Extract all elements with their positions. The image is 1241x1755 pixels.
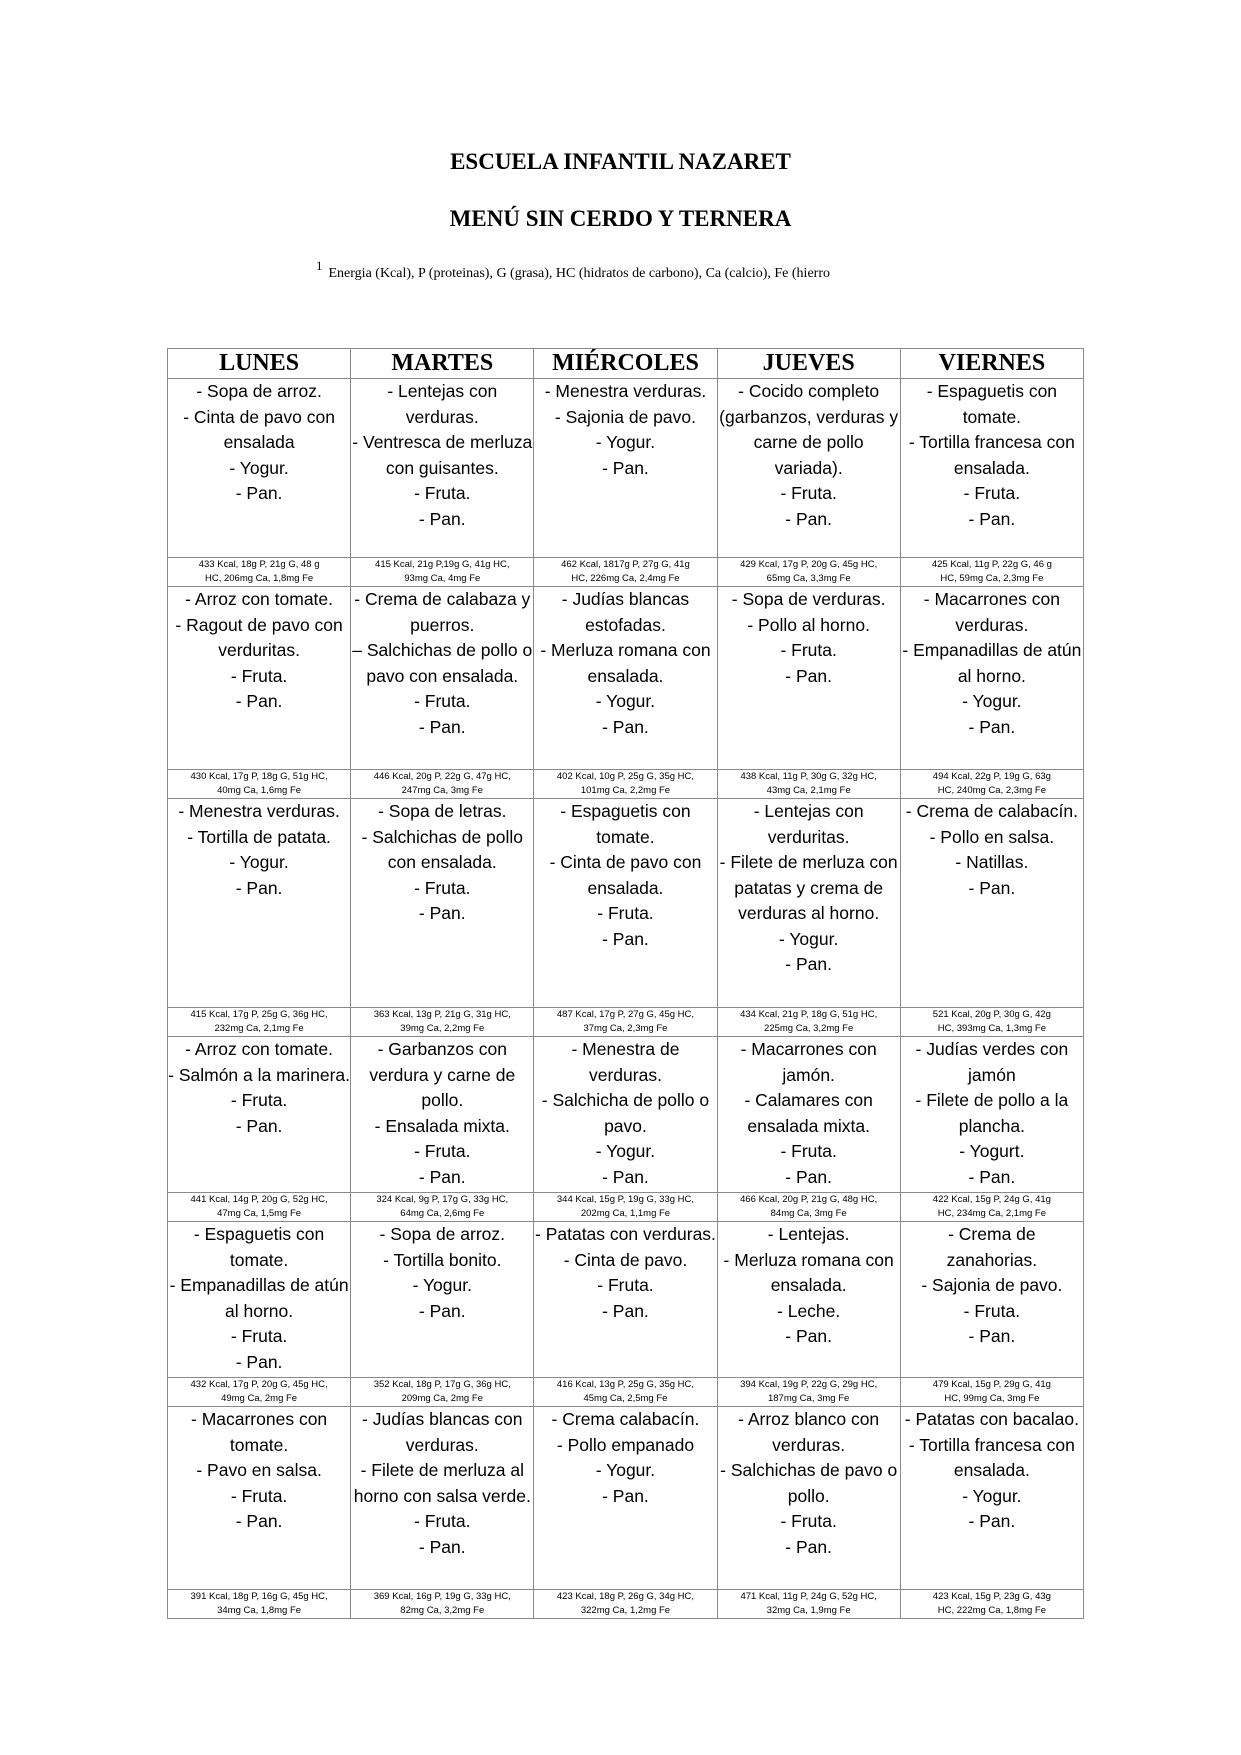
dish-item: - Salchichas de pollo con ensalada.: [361, 826, 524, 872]
dish-item: - Pan.: [418, 903, 466, 923]
dish-item: - Pan.: [968, 1326, 1016, 1346]
meal-cell: [351, 379, 534, 558]
dish-item: - Filete de merluza al horno con salsa verde.: [353, 1460, 531, 1506]
nutrition-line: 433 Kcal, 18g P, 21g G, 48 g: [198, 559, 320, 570]
dish-item: - Macarrones con tomate.: [191, 1409, 328, 1455]
nutrition-line: 43mg Ca, 2,1mg Fe: [766, 784, 851, 796]
nutrition-cell: [534, 558, 717, 587]
nutrition-line: 415 Kcal, 17g P, 25g G, 36g HC,: [190, 1009, 328, 1020]
nutrition-line: 402 Kcal, 10g P, 25g G, 35g HC,: [556, 771, 695, 782]
dish-item: - Fruta.: [230, 1326, 288, 1346]
dish-item: - Pan.: [602, 457, 649, 478]
dish-item: - Pan.: [785, 954, 832, 974]
meal-cell: [900, 587, 1083, 770]
dish-item: - Pan.: [785, 508, 832, 529]
nutrition-line: 416 Kcal, 13g P, 25g G, 35g HC,: [556, 1379, 695, 1390]
dish-item: - Fruta.: [780, 640, 837, 660]
meal-row: [168, 1037, 1084, 1193]
dish-item: - Patatas con bacalao.: [904, 1409, 1079, 1429]
meal-cell: [900, 799, 1083, 1008]
meal-cell: [351, 1407, 534, 1590]
day-header-miercoles: MIÉRCOLES: [534, 349, 717, 379]
nutrition-line: 65mg Ca, 3,3mg Fe: [766, 572, 851, 584]
nutrition-cell: [168, 1378, 351, 1407]
dish-item: - Pan.: [968, 716, 1016, 737]
dish-item: - Espaguetis con tomate.: [193, 1224, 325, 1270]
nutrition-cell: [534, 1193, 717, 1222]
dish-item: - Tortilla bonito.: [383, 1249, 502, 1270]
dish-item: - Menestra verduras.: [178, 801, 340, 821]
nutrition-line: 84mg Ca, 3mg Fe: [770, 1207, 847, 1219]
dish-item: - Fruta.: [414, 1511, 471, 1531]
dish-item: - Fruta.: [230, 665, 288, 686]
footnote-text: Energia (Kcal), P (proteinas), G (grasa), HC (hidratos de carbono), Ca (calcio), Fe (hierro: [328, 266, 830, 281]
day-header-jueves: JUEVES: [717, 349, 900, 379]
nutrition-cell: [168, 558, 351, 587]
nutrition-cell: [900, 558, 1083, 587]
day-header-martes: MARTES: [351, 349, 534, 379]
nutrition-line: HC, 59mg Ca, 2,3mg Fe: [940, 572, 1044, 584]
dish-item: - Cinta de pavo.: [563, 1249, 688, 1270]
nutrition-line: 322mg Ca, 1,2mg Fe: [580, 1604, 671, 1616]
meal-cell: [534, 799, 717, 1008]
meal-cell: [900, 1222, 1083, 1378]
nutrition-row: [168, 558, 1084, 587]
nutrition-line: 423 Kcal, 15g P, 23g G, 43g: [932, 1591, 1051, 1602]
nutrition-line: 82mg Ca, 3,2mg Fe: [400, 1604, 485, 1616]
menu-body: [168, 379, 1084, 1619]
dish-item: - Crema de zanahorias.: [946, 1224, 1038, 1270]
nutrition-line: HC, 234mg Ca, 2,1mg Fe: [937, 1207, 1046, 1219]
dish-item: - Pollo al horno.: [747, 614, 870, 635]
dish-item: - Pan.: [418, 1300, 466, 1321]
dish-item: - Natillas.: [955, 852, 1029, 872]
nutrition-cell: [168, 770, 351, 799]
dish-item: - Yogur.: [595, 691, 656, 711]
dish-item: - Espaguetis con tomate.: [926, 381, 1058, 427]
dish-item: - Merluza romana con ensalada.: [540, 640, 711, 686]
nutrition-cell: [900, 1590, 1083, 1619]
nutrition-line: 247mg Ca, 3mg Fe: [401, 784, 483, 796]
dish-item: - Yogurt.: [959, 1141, 1025, 1161]
menu-title: MENÚ SIN CERDO Y TERNERA: [449, 206, 792, 231]
dish-item: - Yogur.: [595, 1460, 656, 1480]
dish-item: - Filete de merluza con patatas y crema de verduras al horno.: [719, 852, 898, 923]
dish-item: - Fruta.: [780, 483, 837, 503]
dish-item: - Pan.: [785, 1536, 832, 1557]
dish-item: - Ventresca de merluza con guisantes.: [352, 432, 533, 478]
meal-row: [168, 587, 1084, 770]
dish-item: - Fruta.: [230, 1485, 288, 1506]
dish-item: - Pan.: [418, 508, 466, 529]
nutrition-line: 434 Kcal, 21g P, 18g G, 51g HC,: [740, 1009, 878, 1020]
nutrition-line: HC, 206mg Ca, 1,8mg Fe: [204, 572, 314, 584]
dish-item: - Yogur.: [229, 852, 289, 872]
dish-item: - Calamares con ensalada mixta.: [744, 1090, 873, 1136]
dish-item: - Menestra de verduras.: [571, 1039, 680, 1085]
dish-item: - Yogur.: [229, 457, 289, 478]
dish-item: - Salchichas de pavo o pollo.: [720, 1460, 898, 1506]
nutrition-line: 101mg Ca, 2,2mg Fe: [580, 784, 671, 796]
nutrition-cell: [717, 1008, 900, 1037]
dish-item: - Fruta.: [963, 483, 1021, 503]
nutrition-cell: [534, 1590, 717, 1619]
meal-cell: [717, 1222, 900, 1378]
dish-item: - Arroz blanco con verduras.: [738, 1409, 880, 1455]
nutrition-line: 32mg Ca, 1,9mg Fe: [766, 1604, 851, 1616]
meal-row: [168, 1407, 1084, 1590]
dish-item: - Fruta.: [414, 691, 471, 711]
nutrition-line: 344 Kcal, 15g P, 19g G, 33g HC,: [556, 1194, 695, 1205]
dish-item: - Pan.: [602, 716, 649, 737]
nutrition-cell: [900, 1008, 1083, 1037]
dish-item: - Fruta.: [230, 1090, 288, 1110]
nutrition-line: HC, 226mg Ca, 2,4mg Fe: [571, 572, 680, 584]
nutrition-row: [168, 1008, 1084, 1037]
dish-item: - Yogur.: [412, 1275, 472, 1295]
nutrition-line: 209mg Ca, 2mg Fe: [401, 1392, 483, 1404]
dish-item: - Pan.: [785, 1326, 832, 1346]
nutrition-line: 352 Kcal, 18g P, 17g G, 36g HC,: [373, 1379, 511, 1390]
meal-cell: [168, 587, 351, 770]
nutrition-cell: [534, 1378, 717, 1407]
dish-item: - Fruta.: [780, 1141, 837, 1161]
nutrition-cell: [351, 1378, 534, 1407]
nutrition-line: 202mg Ca, 1,1mg Fe: [580, 1207, 671, 1219]
nutrition-cell: [717, 1590, 900, 1619]
dish-item: - Crema de calabaza y puerros.: [354, 589, 531, 635]
nutrition-line: 462 Kcal, 1817g P, 27g G, 41g: [561, 559, 690, 570]
nutrition-line: 49mg Ca, 2mg Fe: [221, 1392, 298, 1404]
nutrition-line: 441 Kcal, 14g P, 20g G, 52g HC,: [190, 1194, 328, 1205]
school-title: ESCUELA INFANTIL NAZARET: [450, 149, 791, 174]
nutrition-line: 432 Kcal, 17g P, 20g G, 45g HC,: [190, 1379, 328, 1390]
nutrition-cell: [351, 770, 534, 799]
nutrition-line: 521 Kcal, 20g P, 30g G, 42g: [932, 1009, 1051, 1020]
dish-item: - Arroz con tomate.: [185, 589, 334, 609]
dish-item: - Cinta de pavo con ensalada: [183, 406, 335, 452]
meal-row: [168, 1222, 1084, 1378]
meal-cell: [534, 1222, 717, 1378]
dish-item: - Macarrones con verduras.: [923, 589, 1060, 635]
dish-item: - Sajonia de pavo.: [921, 1275, 1063, 1295]
dish-item: - Empanadillas de atún al horno.: [169, 1275, 349, 1321]
dish-item: - Crema calabacín.: [551, 1409, 700, 1429]
dish-item: - Pan.: [785, 1166, 832, 1187]
dish-item: - Patatas con verduras.: [535, 1224, 716, 1244]
meal-cell: [351, 587, 534, 770]
dish-item: - Garbanzos con verdura y carne de pollo.: [369, 1039, 516, 1110]
nutrition-cell: [351, 558, 534, 587]
nutrition-cell: [351, 1590, 534, 1619]
dish-item: - Pan.: [968, 1166, 1016, 1187]
meal-row: [168, 799, 1084, 1008]
nutrition-cell: [168, 1193, 351, 1222]
meal-cell: [351, 799, 534, 1008]
dish-item: - Sopa de verduras.: [731, 589, 886, 609]
nutrition-line: 422 Kcal, 15g P, 24g G, 41g: [932, 1194, 1051, 1205]
nutrition-line: 45mg Ca, 2,5mg Fe: [583, 1392, 668, 1404]
dish-item: - Pan.: [968, 508, 1016, 529]
dish-item: - Fruta.: [414, 1141, 471, 1161]
dish-item: - Yogur.: [595, 432, 656, 452]
meal-cell: [717, 379, 900, 558]
dish-item: - Espaguetis con tomate.: [560, 801, 691, 847]
meal-cell: [534, 1407, 717, 1590]
dish-item: - Salchicha de pollo o pavo.: [541, 1090, 710, 1136]
nutrition-line: 394 Kcal, 19g P, 22g G, 29g HC,: [740, 1379, 878, 1390]
meal-cell: [168, 379, 351, 558]
dish-item: - Fruta.: [963, 1300, 1021, 1321]
dish-item: - Sopa de arroz.: [379, 1224, 506, 1244]
dish-item: - Tortilla francesa con ensalada.: [908, 432, 1075, 478]
nutrition-line: 47mg Ca, 1,5mg Fe: [217, 1207, 302, 1219]
nutrition-line: HC, 222mg Ca, 1,8mg Fe: [937, 1604, 1046, 1616]
dish-item: - Pan.: [235, 1115, 283, 1136]
nutrition-row: [168, 1378, 1084, 1407]
meal-cell: [168, 1407, 351, 1590]
nutrition-cell: [351, 1008, 534, 1037]
dish-item: - Pan.: [602, 1300, 649, 1321]
dish-item: - Fruta.: [597, 903, 654, 923]
nutrition-line: 429 Kcal, 17g P, 20g G, 45g HC,: [740, 559, 878, 570]
nutrition-line: 494 Kcal, 22g P, 19g G, 63g: [932, 771, 1051, 782]
nutrition-line: 363 Kcal, 13g P, 21g G, 31g HC,: [373, 1009, 511, 1020]
dish-item: - Pan.: [602, 928, 649, 949]
dish-item: - Cocido completo (garbanzos, verduras y carne de pollo variada).: [719, 381, 899, 478]
nutrition-line: 93mg Ca, 4mg Fe: [404, 572, 481, 584]
nutrition-line: 34mg Ca, 1,8mg Fe: [217, 1604, 302, 1616]
nutrition-cell: [717, 558, 900, 587]
meal-cell: [168, 799, 351, 1008]
dish-item: - Filete de pollo a la plancha.: [915, 1090, 1069, 1136]
nutrition-cell: [900, 1378, 1083, 1407]
dish-item: - Tortilla francesa con ensalada.: [908, 1434, 1075, 1480]
dish-item: - Yogur.: [962, 1485, 1022, 1506]
nutrition-line: 479 Kcal, 15g P, 29g G, 41g: [932, 1379, 1051, 1390]
nutrition-cell: [534, 770, 717, 799]
dish-item: - Crema de calabacín.: [905, 801, 1078, 821]
nutrition-cell: [168, 1008, 351, 1037]
dish-item: - Sopa de letras.: [378, 801, 507, 821]
dish-item: - Fruta.: [414, 483, 471, 503]
dish-item: - Pan.: [235, 1351, 283, 1372]
meal-cell: [351, 1037, 534, 1193]
dish-item: - Lentejas con verduritas.: [753, 801, 864, 847]
dish-item: - Macarrones con jamón.: [740, 1039, 877, 1085]
dish-item: - Pan.: [418, 1536, 466, 1557]
nutrition-line: 430 Kcal, 17g P, 18g G, 51g HC,: [190, 771, 328, 782]
nutrition-cell: [351, 1193, 534, 1222]
nutrition-cell: [900, 1193, 1083, 1222]
nutrition-line: HC, 240mg Ca, 2,3mg Fe: [937, 784, 1046, 796]
nutrition-cell: [534, 1008, 717, 1037]
dish-item: - Sopa de arroz.: [196, 381, 322, 401]
nutrition-line: 415 Kcal, 21g P,19g G, 41g HC,: [375, 559, 510, 570]
meal-cell: [717, 587, 900, 770]
meal-cell: [168, 1037, 351, 1193]
dish-item: - Pan.: [235, 483, 283, 503]
footnote-marker: 1: [316, 258, 323, 273]
nutrition-line: 225mg Ca, 3,2mg Fe: [764, 1022, 854, 1034]
dish-item: - Cinta de pavo con ensalada.: [549, 852, 702, 898]
nutrition-line: 187mg Ca, 3mg Fe: [767, 1392, 850, 1404]
nutrition-line: 40mg Ca, 1,6mg Fe: [217, 784, 302, 796]
weekly-menu-table: [167, 348, 1084, 1619]
nutrition-line: HC, 393mg Ca, 1,3mg Fe: [937, 1022, 1046, 1034]
meal-cell: [351, 1222, 534, 1378]
nutrition-row: [168, 770, 1084, 799]
meal-cell: [717, 799, 900, 1008]
dish-item: - Judías blancas con verduras.: [362, 1409, 523, 1455]
nutrition-cell: [717, 770, 900, 799]
nutrition-line: 39mg Ca, 2,2mg Fe: [400, 1022, 485, 1034]
dish-item: - Ragout de pavo con verduritas.: [175, 614, 343, 660]
nutrition-line: 425 Kcal, 11g P, 22g G, 46 g: [931, 559, 1052, 570]
dish-item: - Arroz con tomate.: [185, 1039, 334, 1059]
dish-item: - Leche.: [777, 1300, 841, 1321]
meal-cell: [534, 379, 717, 558]
dish-item: - Pavo en salsa.: [196, 1460, 322, 1480]
dish-item: - Menestra verduras.: [544, 381, 707, 401]
dish-item: - Salmón a la marinera.: [168, 1064, 351, 1085]
nutrition-line: 423 Kcal, 18g P, 26g G, 34g HC,: [556, 1591, 695, 1602]
nutrition-line: 487 Kcal, 17g P, 27g G, 45g HC,: [556, 1009, 695, 1020]
meal-cell: [900, 1407, 1083, 1590]
dish-item: - Pan.: [968, 1511, 1016, 1531]
dish-item: - Merluza romana con ensalada.: [723, 1249, 894, 1295]
dish-item: - Pan.: [968, 877, 1016, 898]
nutrition-line: 369 Kcal, 16g P, 19g G, 33g HC,: [373, 1591, 511, 1602]
nutrition-row: [168, 1193, 1084, 1222]
dish-item: - Lentejas.: [767, 1224, 850, 1244]
dish-item: - Fruta.: [780, 1511, 837, 1531]
dish-item: – Salchichas de pollo o pavo con ensalada.: [352, 640, 533, 686]
dish-item: - Pan.: [418, 1166, 466, 1187]
nutrition-cell: [900, 770, 1083, 799]
nutrition-line: 471 Kcal, 11g P, 24g G, 52g HC,: [740, 1591, 877, 1602]
dish-item: - Pan.: [235, 877, 283, 898]
dish-item: - Yogur.: [778, 928, 839, 949]
dish-item: - Sajonia de pavo.: [554, 406, 696, 427]
nutrition-line: 64mg Ca, 2,6mg Fe: [400, 1207, 485, 1219]
dish-item: - Empanadillas de atún al horno.: [902, 640, 1082, 686]
dish-item: - Fruta.: [597, 1275, 654, 1295]
meal-cell: [534, 587, 717, 770]
dish-item: - Pan.: [785, 665, 832, 686]
nutrition-line: 438 Kcal, 11g P, 30g G, 32g HC,: [740, 771, 877, 782]
nutrition-line: 466 Kcal, 20g P, 21g G, 48g HC,: [740, 1194, 878, 1205]
nutrition-line: 37mg Ca, 2,3mg Fe: [583, 1022, 668, 1034]
dish-item: - Pan.: [602, 1485, 649, 1506]
nutrition-line: 391 Kcal, 18g P, 16g G, 45g HC,: [190, 1591, 328, 1602]
dish-item: - Pan.: [235, 691, 283, 711]
meal-cell: [717, 1407, 900, 1590]
day-header-viernes: VIERNES: [900, 349, 1083, 379]
meal-row: [168, 379, 1084, 558]
dish-item: - Judías verdes con jamón: [915, 1039, 1069, 1085]
nutrition-line: 232mg Ca, 2,1mg Fe: [214, 1022, 304, 1034]
meal-cell: [900, 379, 1083, 558]
dish-item: - Lentejas con verduras.: [387, 381, 498, 427]
dish-item: - Yogur.: [962, 691, 1022, 711]
nutrition-row: [168, 1590, 1084, 1619]
dish-item: - Pan.: [418, 716, 466, 737]
nutrition-legend: [316, 258, 830, 282]
dish-item: - Pollo en salsa.: [929, 826, 1055, 847]
dish-item: - Judías blancas estofadas.: [561, 589, 690, 635]
day-header-row: [168, 349, 1084, 379]
dish-item: - Tortilla de patata.: [187, 826, 331, 847]
meal-cell: [900, 1037, 1083, 1193]
nutrition-cell: [168, 1590, 351, 1619]
meal-cell: [717, 1037, 900, 1193]
nutrition-line: 446 Kcal, 20g P, 22g G, 47g HC,: [373, 771, 511, 782]
dish-item: - Pollo empanado: [556, 1434, 695, 1455]
dish-item: - Fruta.: [414, 877, 471, 898]
dish-item: - Pan.: [235, 1511, 283, 1531]
nutrition-cell: [717, 1193, 900, 1222]
nutrition-line: HC, 99mg Ca, 3mg Fe: [944, 1392, 1040, 1404]
dish-item: - Yogur.: [595, 1141, 656, 1161]
day-header-lunes: LUNES: [168, 349, 351, 379]
meal-cell: [168, 1222, 351, 1378]
dish-item: - Pan.: [602, 1166, 649, 1187]
meal-cell: [534, 1037, 717, 1193]
dish-item: - Ensalada mixta.: [374, 1115, 510, 1136]
nutrition-line: 324 Kcal, 9g P, 17g G, 33g HC,: [376, 1194, 509, 1205]
nutrition-cell: [717, 1378, 900, 1407]
